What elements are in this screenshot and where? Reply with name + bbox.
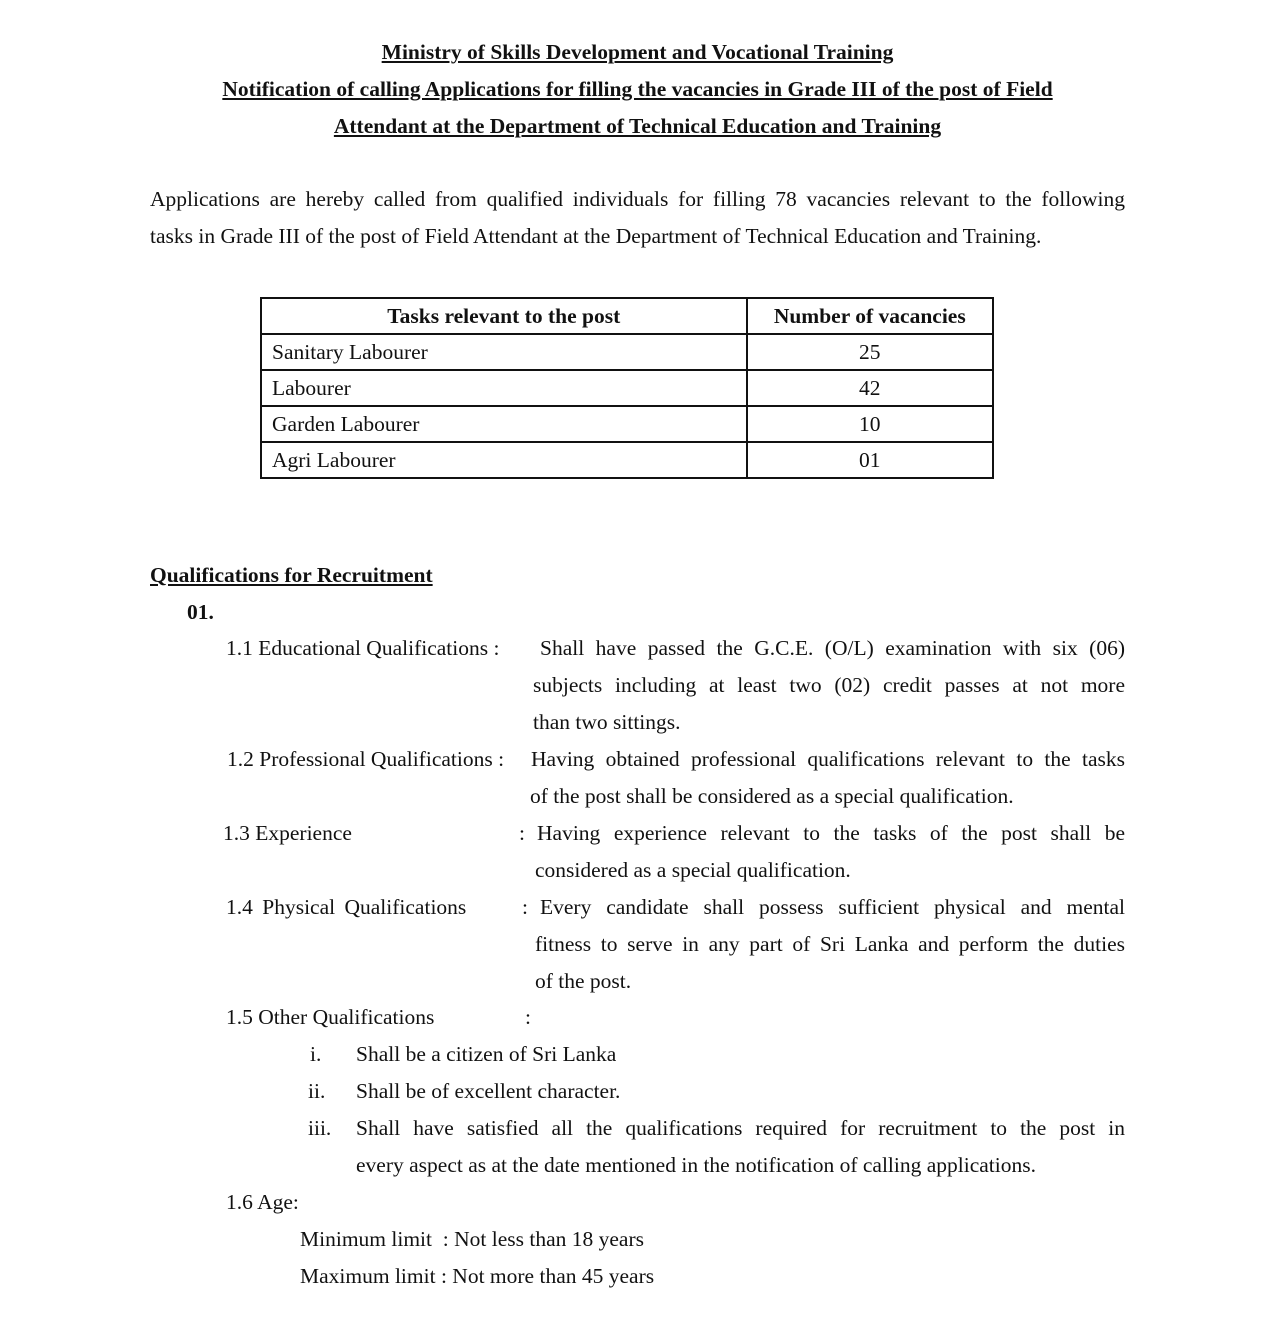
vacancy-count-cell: 10 — [747, 406, 993, 442]
intro-line2: tasks in Grade III of the post of Field Attendant at the Department of Technical Education and Training. — [150, 224, 1042, 248]
other-colon: : — [525, 1005, 531, 1029]
experience-label: 1.3 Experience — [223, 821, 352, 845]
minimum-age-limit: Minimum limit : Not less than 18 years — [300, 1227, 644, 1251]
maximum-age-limit: Maximum limit : Not more than 45 years — [300, 1264, 655, 1288]
experience-colon: : — [519, 821, 525, 845]
list-item: Shall be of excellent character. — [356, 1079, 621, 1103]
intro-line1: Applications are hereby called from qualified individuals for filling 78 vacancies relevant to the following — [150, 187, 1125, 211]
notification-title-line1: Notification of calling Applications for filling the vacancies in Grade III of the post of Field — [222, 77, 1053, 101]
physical-text-line2: fitness to serve in any part of Sri Lanka and perform the duties — [535, 932, 1125, 956]
task-cell: Agri Labourer — [261, 442, 747, 478]
professional-text-line2: of the post shall be considered as a special qualification. — [530, 784, 1014, 808]
educational-text-line2: subjects including at least two (02) credit passes at not more — [533, 673, 1125, 697]
educational-qualifications-label: 1.1 Educational Qualifications : — [226, 636, 500, 660]
section-number: 01. — [187, 600, 214, 624]
table-header-row — [261, 298, 993, 334]
other-qualifications-label: 1.5 Other Qualifications — [226, 1005, 435, 1029]
list-item-continuation: every aspect as at the date mentioned in the notification of calling applications. — [356, 1153, 1037, 1177]
age-label: 1.6 Age: — [226, 1190, 299, 1214]
notification-title-line2: Attendant at the Department of Technical Education and Training — [333, 114, 942, 138]
table-row — [261, 334, 993, 370]
task-cell: Labourer — [261, 370, 747, 406]
task-cell: Garden Labourer — [261, 406, 747, 442]
table-row — [261, 406, 993, 442]
educational-text-line1: Shall have passed the G.C.E. (O/L) examination with six (06) — [540, 636, 1125, 660]
table-row — [261, 370, 993, 406]
educational-text-line3: than two sittings. — [533, 710, 681, 734]
professional-qualifications-label: 1.2 Professional Qualifications : — [227, 747, 505, 771]
physical-text-line1: Every candidate shall possess sufficient physical and mental — [540, 895, 1125, 919]
column-header-tasks: Tasks relevant to the post — [261, 298, 747, 334]
list-item: Shall be a citizen of Sri Lanka — [356, 1042, 617, 1066]
ministry-title: Ministry of Skills Development and Vocational Training — [381, 40, 894, 64]
experience-text-line2: considered as a special qualification. — [535, 858, 851, 882]
physical-qualifications-label: 1.4 Physical Qualifications — [226, 895, 467, 919]
list-numeral: ii. — [308, 1079, 326, 1103]
table-row — [261, 442, 993, 478]
list-numeral: i. — [310, 1042, 322, 1066]
professional-text-line1: Having obtained professional qualifications relevant to the tasks — [531, 747, 1125, 771]
experience-text-line1: Having experience relevant to the tasks of the post shall be — [537, 821, 1125, 845]
task-cell: Sanitary Labourer — [261, 334, 747, 370]
physical-colon: : — [522, 895, 528, 919]
physical-text-line3: of the post. — [535, 969, 632, 993]
column-header-vacancies: Number of vacancies — [747, 298, 993, 334]
vacancy-count-cell: 42 — [747, 370, 993, 406]
vacancy-count-cell: 25 — [747, 334, 993, 370]
list-numeral: iii. — [308, 1116, 332, 1140]
vacancy-count-cell: 01 — [747, 442, 993, 478]
vacancy-table — [260, 297, 994, 479]
qualifications-heading: Qualifications for Recruitment — [150, 563, 433, 587]
list-item: Shall have satisfied all the qualifications required for recruitment to the post in — [356, 1116, 1125, 1140]
